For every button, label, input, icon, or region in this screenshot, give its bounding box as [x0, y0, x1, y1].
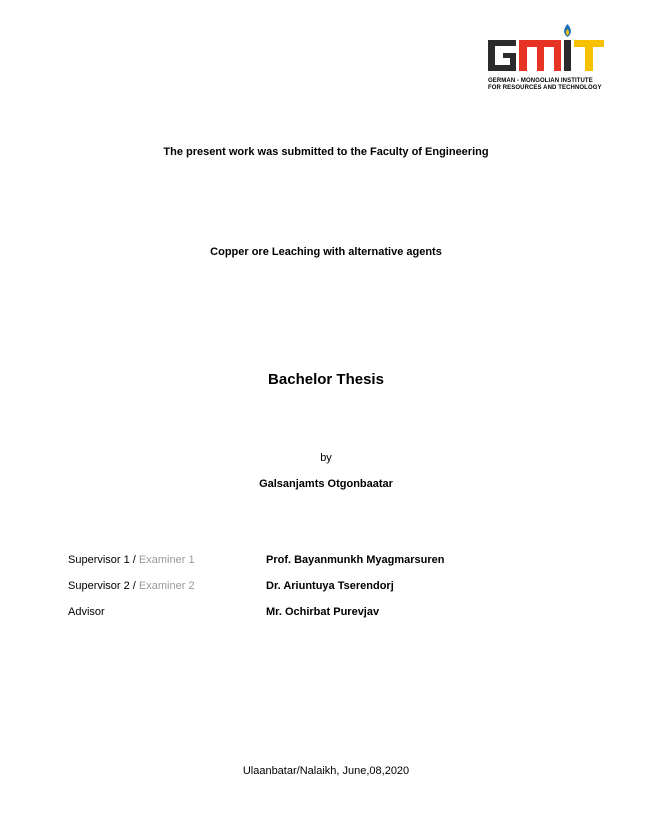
- supervisor-2-role-text: Supervisor 2 /: [68, 580, 139, 592]
- submission-note: The present work was submitted to the Faculty of Engineering: [163, 146, 489, 158]
- logo-caption: [488, 78, 610, 92]
- supervisor-2-role: [68, 580, 195, 592]
- supervisor-2-name: Dr. Ariuntuya Tserendorj: [266, 580, 394, 592]
- examiner-1-label: Examiner 1: [138, 554, 195, 566]
- supervisor-1-name: Prof. Bayanmunkh Myagmarsuren: [266, 554, 445, 566]
- supervisor-1-role-text: Supervisor 1 /: [68, 554, 139, 566]
- by-label: by: [320, 452, 332, 464]
- examiner-2-label: Examiner 2: [138, 580, 195, 592]
- supervisor-1-role: [68, 554, 195, 566]
- gmit-logo-mark: [486, 22, 608, 78]
- author-name: Galsanjamts Otgonbaatar: [259, 478, 393, 490]
- logo-caption-line1: GERMAN - MONGOLIAN INSTITUTE: [488, 78, 593, 84]
- document-type: Bachelor Thesis: [268, 371, 384, 388]
- gmit-logo: [486, 22, 608, 98]
- advisor-role-text: Advisor: [68, 606, 105, 618]
- logo-caption-line2: FOR RESOURCES AND TECHNOLOGY: [488, 85, 602, 91]
- advisor-role: [68, 606, 105, 618]
- thesis-title: Copper ore Leaching with alternative agents: [210, 246, 442, 258]
- advisor-name: Mr. Ochirbat Purevjav: [266, 606, 380, 618]
- place-date: Ulaanbatar/Nalaikh, June,08,2020: [242, 765, 410, 777]
